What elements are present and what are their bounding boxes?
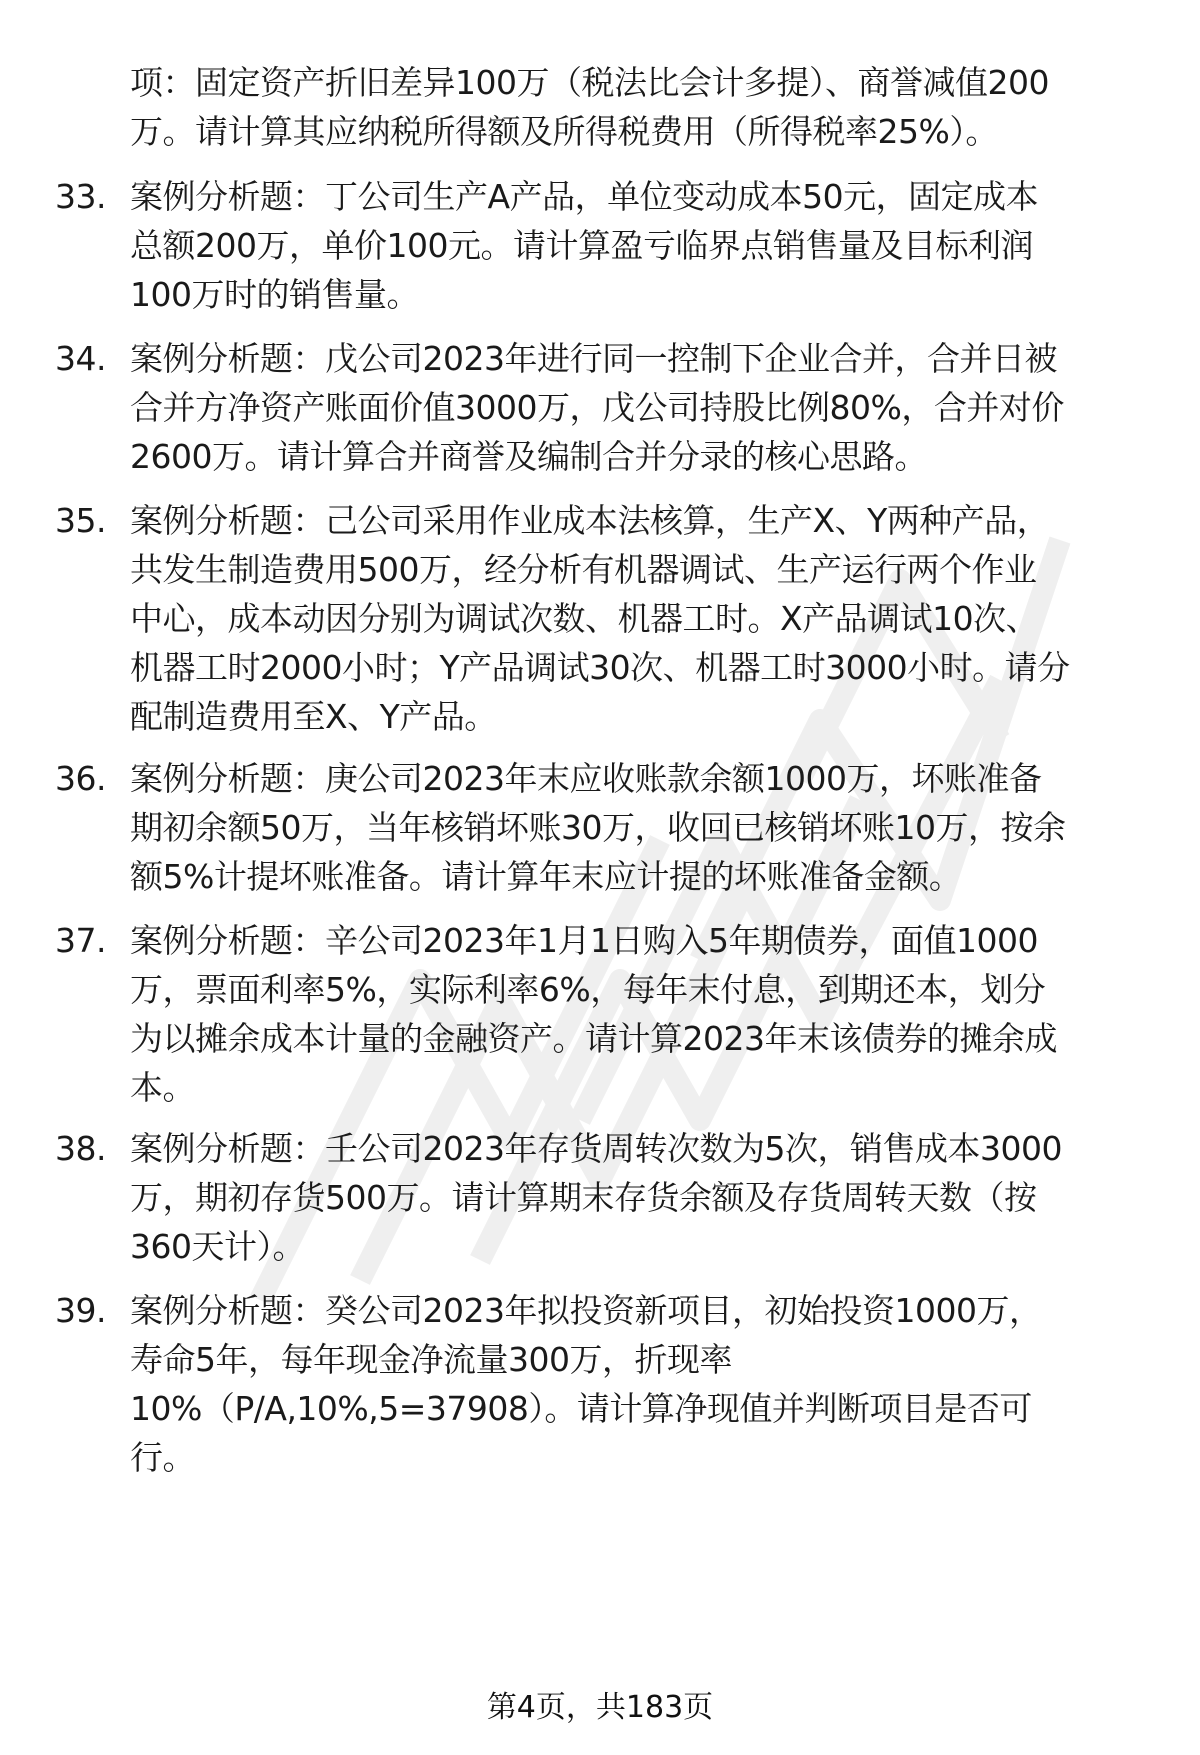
text-line: 2600万。请计算合并商誉及编制合并分录的核心思路。: [130, 437, 927, 476]
text-line: 案例分析题：癸公司2023年拟投资新项目，初始投资1000万，: [130, 1291, 1042, 1330]
question-text: [130, 1124, 1165, 1271]
question-number: 37.: [55, 921, 106, 960]
question-text: [130, 754, 1165, 901]
text-line: 360天计）。: [130, 1227, 305, 1266]
question-number: 36.: [55, 759, 106, 798]
text-line: 案例分析题：丁公司生产A产品，单位变动成本50元，固定成本: [130, 177, 1039, 216]
question-37: [55, 916, 1165, 1112]
question-38: [55, 1124, 1165, 1271]
question-39: [55, 1286, 1165, 1482]
text-line: 额5%计提坏账准备。请计算年末应计提的坏账准备金额。: [130, 857, 962, 896]
text-line: 期初余额50万，当年核销坏账30万，收回已核销坏账10万，按余: [130, 808, 1066, 847]
continued-question-text: [130, 58, 1160, 156]
question-35: [55, 496, 1165, 741]
question-text: [130, 172, 1165, 319]
text-line: 寿命5年，每年现金净流量300万，折现率: [130, 1340, 732, 1379]
text-line: 行。: [130, 1438, 195, 1477]
text-line: 100万时的销售量。: [130, 275, 419, 314]
text-line: 本。: [130, 1068, 195, 1107]
question-number: 35.: [55, 501, 106, 540]
text-line: 10%（P/A,10%,5=37908）。请计算净现值并判断项目是否可: [130, 1389, 1032, 1428]
question-text: [130, 1286, 1165, 1482]
text-line: 项：固定资产折旧差异100万（税法比会计多提）、商誉减值200: [130, 63, 1049, 102]
question-34: [55, 334, 1165, 481]
text-line: 案例分析题：庚公司2023年末应收账款余额1000万，坏账准备: [130, 759, 1042, 798]
text-line: 配制造费用至X、Y产品。: [130, 697, 497, 736]
text-line: 万，票面利率5%，实际利率6%，每年末付息，到期还本，划分: [130, 970, 1046, 1009]
text-line: 为以摊余成本计量的金融资产。请计算2023年末该债券的摊余成: [130, 1019, 1057, 1058]
text-line: 中心，成本动因分别为调试次数、机器工时。X产品调试10次、: [130, 599, 1039, 638]
text-line: 案例分析题：己公司采用作业成本法核算，生产X、Y两种产品，: [130, 501, 1050, 540]
text-line: 万。请计算其应纳税所得额及所得税费用（所得税率25%）。: [130, 112, 998, 151]
question-text: [130, 334, 1165, 481]
text-line: 案例分析题：戊公司2023年进行同一控制下企业合并，合并日被: [130, 339, 1057, 378]
question-33: [55, 172, 1165, 319]
question-text: [130, 916, 1165, 1112]
text-line: 案例分析题：壬公司2023年存货周转次数为5次，销售成本3000: [130, 1129, 1062, 1168]
text-line: 合并方净资产账面价值3000万，戊公司持股比例80%，合并对价: [130, 388, 1064, 427]
question-number: 38.: [55, 1129, 106, 1168]
question-number: 39.: [55, 1291, 106, 1330]
page-indicator: 第4页，共183页: [486, 1690, 714, 1725]
question-number: 33.: [55, 177, 106, 216]
text-line: 共发生制造费用500万，经分析有机器调试、生产运行两个作业: [130, 550, 1037, 589]
question-36: [55, 754, 1165, 901]
text-line: 万，期初存货500万。请计算期末存货余额及存货周转天数（按: [130, 1178, 1037, 1217]
question-number: 34.: [55, 339, 106, 378]
text-line: 案例分析题：辛公司2023年1月1日购入5年期债券，面值1000: [130, 921, 1038, 960]
question-text: [130, 496, 1165, 741]
text-line: 总额200万，单价100元。请计算盈亏临界点销售量及目标利润: [130, 226, 1033, 265]
text-line: 机器工时2000小时；Y产品调试30次、机器工时3000小时。请分: [130, 648, 1070, 687]
